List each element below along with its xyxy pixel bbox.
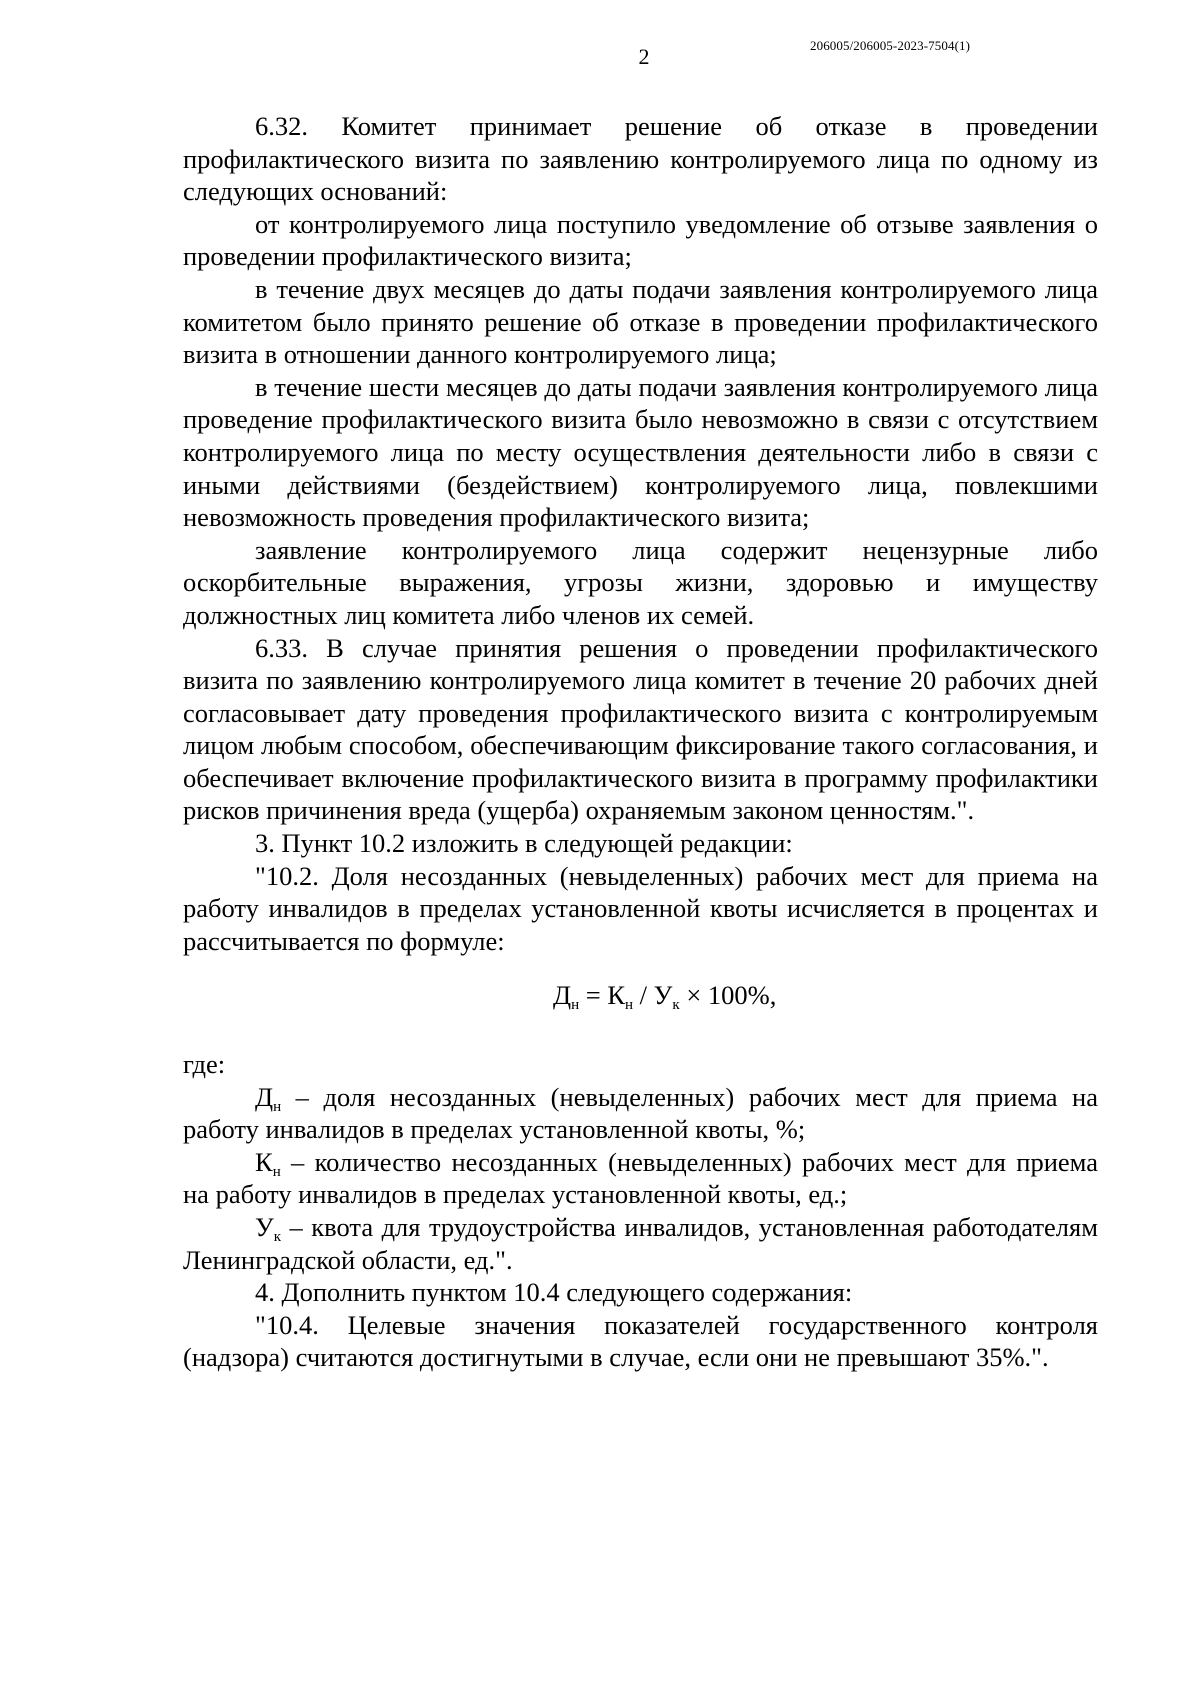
paragraph-6-33: 6.33. В случае принятия решения о проведении профилактического визита по заявлению контролируемого лица комитет в течение 20 рабочих дней согласовывает дату проведения профилактического визита с контролируемым лицом любым способом, обеспечивающим фиксирование такого согласования, и обеспечивает включение профилактического визита в программу профилактики рисков причинения вреда (ущерба) охраняемым законом ценностям.". bbox=[183, 632, 1098, 826]
paragraph-item-4: 4. Дополнить пунктом 10.4 следующего содержания: bbox=[255, 1277, 853, 1308]
paragraph-10-2: "10.2. Доля несозданных (невыделенных) рабочих мест для приема на работу инвалидов в пределах установленной квоты исчисляется в процентах и рассчитывается по формуле: bbox=[183, 860, 1098, 956]
formula bbox=[183, 979, 1098, 1012]
paragraph-6-32-intro: 6.32. Комитет принимает решение об отказе в проведении профилактического визита по заявлению контролируемого лица по одному из следующих оснований: bbox=[183, 111, 1098, 207]
formula-k: К bbox=[607, 980, 625, 1011]
formula-d: Д bbox=[553, 980, 572, 1011]
paragraph-6-32-ground-1: от контролируемого лица поступило уведомление об отзыве заявления о проведении профилактического визита; bbox=[183, 208, 1098, 272]
definition-d-sub: н bbox=[273, 1098, 282, 1115]
formula-u-sub: к bbox=[672, 997, 680, 1014]
definition-u-sub: к bbox=[273, 1229, 282, 1245]
document-number: 206005/206005-2023-7504(1) bbox=[810, 38, 971, 53]
paragraph-6-32-ground-4: заявление контролируемого лица содержит нецензурные либо оскорбительные выражения, угрозы жизни, здоровью и имуществу должностных лиц комитета либо членов их семей. bbox=[183, 534, 1098, 630]
document-body bbox=[183, 110, 1098, 1374]
paragraph-10-4: "10.4. Целевые значения показателей государственного контроля (надзора) считаются достигнутыми в случае, если они не превышают 35%.". bbox=[183, 1309, 1098, 1373]
page-number: 2 bbox=[638, 44, 650, 69]
formula-d-sub: н bbox=[571, 997, 580, 1014]
definition-k-text: – количество несозданных (невыделенных) рабочих мест для приема на работу инвалидов в пределах установленной квоты, ед.; bbox=[183, 1146, 1098, 1210]
definition-k bbox=[183, 1146, 1098, 1211]
where-label: где: bbox=[183, 1049, 226, 1080]
definition-u-symbol: У bbox=[255, 1212, 274, 1242]
definition-d-text: – доля несозданных (невыделенных) рабочих мест для приема на работу инвалидов в пределах установленной квоты, %; bbox=[183, 1081, 1098, 1145]
formula-k-sub: н bbox=[625, 997, 634, 1014]
definition-u-text: – квота для трудоустройства инвалидов, установленная работодателям Ленинградской области, ед.". bbox=[183, 1212, 1098, 1275]
definition-d-symbol: Д bbox=[255, 1081, 274, 1112]
definition-k-symbol: К bbox=[255, 1146, 273, 1177]
definition-u bbox=[183, 1211, 1098, 1276]
formula-u: У bbox=[653, 980, 673, 1011]
formula-equals: = bbox=[579, 980, 608, 1011]
formula-slash: / bbox=[633, 980, 654, 1011]
definition-k-sub: н bbox=[272, 1163, 281, 1180]
formula-tail: × 100%, bbox=[679, 980, 777, 1011]
paragraph-6-32-ground-2: в течение двух месяцев до даты подачи заявления контролируемого лица комитетом было принято решение об отказе в проведении профилактического визита в отношении данного контролируемого лица; bbox=[183, 273, 1098, 370]
definition-d bbox=[183, 1081, 1098, 1146]
paragraph-6-32-ground-3: в течение шести месяцев до даты подачи заявления контролируемого лица проведение профилактического визита было невозможно в связи с отсутствием контролируемого лица по месту осуществления деятельности либо в связи с иными действиями (бездействием) контролируемого лица, повлекшими невозможность проведения профилактического визита; bbox=[183, 371, 1098, 533]
paragraph-item-3: 3. Пункт 10.2 изложить в следующей редакции: bbox=[255, 828, 793, 859]
